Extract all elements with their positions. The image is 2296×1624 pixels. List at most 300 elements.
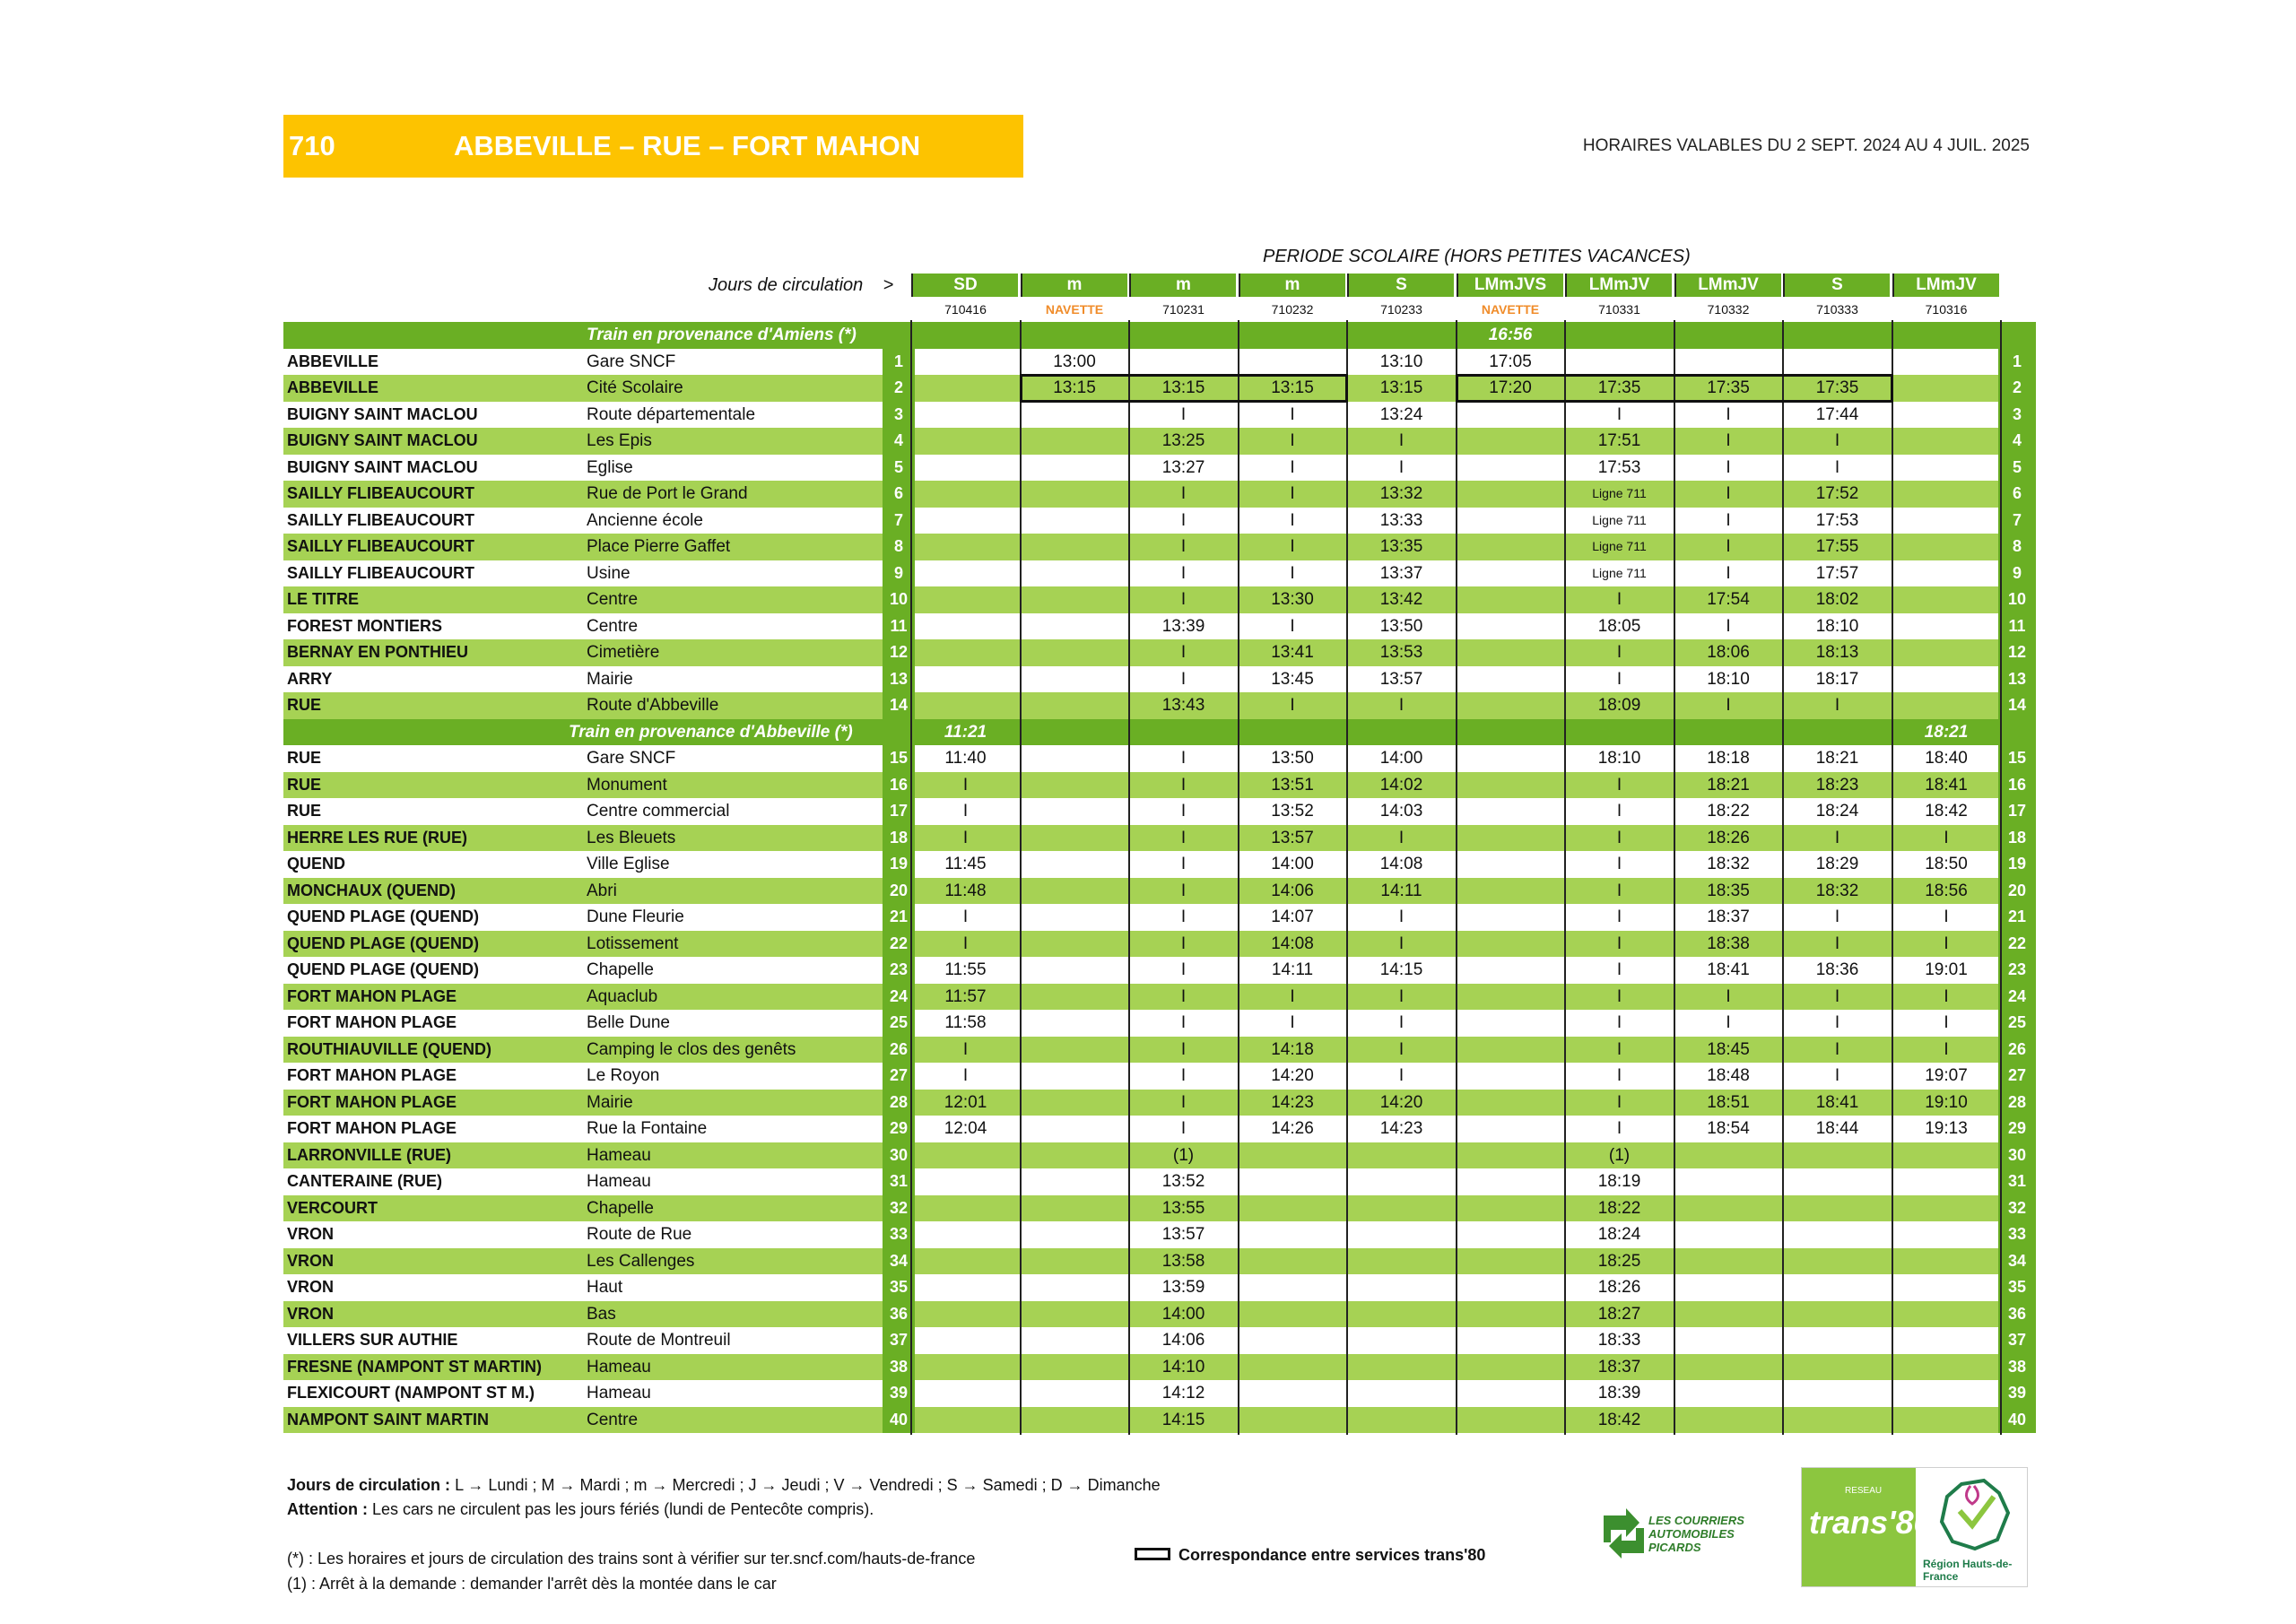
departure-time: 13:37 <box>1379 563 1423 583</box>
courriers-picards-logo <box>1595 1507 1744 1569</box>
stop-number: 35 <box>1998 1274 2036 1301</box>
stop-town: QUEND PLAGE (QUEND) <box>287 934 480 952</box>
stop-number: 36 <box>883 1301 915 1328</box>
stop-town: FRESNE (NAMPONT ST MARTIN) <box>287 1357 542 1376</box>
stop-number: 8 <box>1998 534 2036 560</box>
stop-name: Gare SNCF <box>587 352 676 371</box>
column-divider <box>1674 320 1675 1435</box>
stop-name: Route de Montreuil <box>587 1331 731 1350</box>
departure-time: 18:24 <box>1597 1225 1641 1244</box>
stop-number: 5 <box>883 455 915 482</box>
departure-time: I <box>1180 908 1187 926</box>
stop-number: 2 <box>883 375 915 402</box>
stop-number: 6 <box>1998 481 2036 508</box>
stop-town: FORT MAHON PLAGE <box>287 1013 457 1031</box>
stop-name: Les Bleuets <box>587 828 676 847</box>
departure-time: 13:51 <box>1271 775 1314 795</box>
stop-town: MONCHAUX (QUEND) <box>287 881 456 899</box>
stop-name: Gare SNCF <box>587 749 676 768</box>
stop-number: 14 <box>883 692 915 719</box>
train-note: (*) : Les horaires et jours de circulation des trains sont à vérifier sur ter.sncf.com/hauts-de-france <box>287 1550 976 1568</box>
stop-row <box>283 878 2036 905</box>
departure-time: I <box>1180 934 1187 953</box>
departure-time: 18:22 <box>1707 802 1750 821</box>
departure-time: I <box>1616 881 1622 900</box>
departure-time: I <box>1616 1119 1622 1138</box>
stop-number: 7 <box>883 508 915 534</box>
stop-number: 13 <box>1998 666 2036 693</box>
departure-time: 13:00 <box>1053 352 1096 371</box>
departure-time: 17:51 <box>1597 431 1641 450</box>
departure-time: I <box>1290 696 1295 715</box>
stop-town: RUE <box>287 696 322 714</box>
stop-town: SAILLY FLIBEAUCOURT <box>287 510 475 529</box>
departure-time: I <box>1180 590 1187 609</box>
departure-time: I <box>1726 431 1731 450</box>
departure-time: I <box>1726 616 1731 636</box>
stop-number: 19 <box>883 851 915 878</box>
departure-time: 17:55 <box>1815 537 1859 556</box>
stop-name: Les Epis <box>587 431 652 450</box>
stop-name: Monument <box>587 775 667 795</box>
departure-time: 18:32 <box>1707 855 1750 873</box>
departure-time: I <box>1726 563 1731 583</box>
departure-time: 13:25 <box>1161 431 1205 450</box>
departure-time: I <box>1180 986 1187 1006</box>
stop-number: 20 <box>1998 878 2036 905</box>
departure-time: I <box>1616 986 1622 1006</box>
departure-time: 18:21 <box>1815 749 1859 768</box>
departure-time: 13:50 <box>1271 749 1314 768</box>
departure-time: 18:41 <box>1815 1092 1859 1112</box>
departure-time: I <box>1180 669 1187 689</box>
stop-town: VRON <box>287 1225 335 1243</box>
stop-number: 31 <box>883 1168 915 1195</box>
connection-legend-box <box>1135 1548 1170 1560</box>
stop-row <box>283 931 2036 958</box>
column-code-2: NAVETTE <box>1045 302 1104 317</box>
departure-time: 13:15 <box>1379 378 1423 397</box>
departure-time: 18:45 <box>1707 1039 1750 1059</box>
departure-time: 13:24 <box>1379 404 1423 424</box>
stop-row <box>283 692 2036 719</box>
hauts-de-france-map-icon <box>1935 1477 2015 1553</box>
departure-time: 11:48 <box>944 881 987 900</box>
column-code-5: 710233 <box>1380 302 1422 317</box>
line-number: 710 <box>289 130 335 161</box>
stop-number: 26 <box>883 1037 915 1064</box>
departure-time: I <box>1180 643 1187 662</box>
departure-time: 17:35 <box>1597 378 1641 397</box>
line-name: ABBEVILLE – RUE – FORT MAHON <box>454 130 921 161</box>
departure-time: 18:26 <box>1707 828 1750 847</box>
departure-time: 18:18 <box>1707 749 1750 768</box>
column-days-8: LMmJV <box>1674 274 1781 297</box>
train-connection-row <box>283 719 2036 746</box>
departure-time: 11:40 <box>944 749 987 768</box>
departure-time: I <box>1290 484 1295 503</box>
departure-time: I <box>1290 1013 1295 1032</box>
stop-name: Les Callenges <box>587 1251 695 1271</box>
departure-time: I <box>1180 855 1187 873</box>
departure-time: I <box>1180 1066 1187 1085</box>
stop-row <box>283 586 2036 613</box>
departure-time: I <box>1834 457 1840 477</box>
departure-time: I <box>1398 1013 1405 1032</box>
column-divider <box>1892 320 1893 1435</box>
stop-number: 30 <box>1998 1142 2036 1169</box>
stop-name: Hameau <box>587 1357 651 1376</box>
stop-row <box>283 1248 2036 1275</box>
departure-time: I <box>1616 934 1622 953</box>
departure-time: 13:52 <box>1271 802 1314 821</box>
stop-number: 38 <box>883 1354 915 1381</box>
departure-time: 18:54 <box>1707 1119 1750 1138</box>
stop-row <box>283 851 2036 878</box>
stop-name: Chapelle <box>587 960 654 979</box>
stop-name: Rue la Fontaine <box>587 1119 708 1138</box>
column-code-10: 710316 <box>1925 302 1968 317</box>
connection-box <box>1020 374 1349 403</box>
departure-time: Ligne 711 <box>1592 565 1647 580</box>
stop-row <box>283 349 2036 376</box>
departure-time: I <box>1290 616 1295 636</box>
stop-town: NAMPONT SAINT MARTIN <box>287 1410 489 1429</box>
stop-number: 34 <box>1998 1248 2036 1275</box>
departure-time: I <box>1726 510 1731 530</box>
stop-number: 23 <box>1998 957 2036 984</box>
stop-town: BERNAY EN PONTHIEU <box>287 643 469 661</box>
departure-time: I <box>1290 563 1295 583</box>
stop-number: 19 <box>1998 851 2036 878</box>
stop-row <box>283 534 2036 560</box>
departure-time: I <box>1180 775 1187 795</box>
stop-number: 21 <box>883 904 915 931</box>
stop-town: BUIGNY SAINT MACLOU <box>287 457 478 476</box>
lcap-logo-text: LES COURRIERS AUTOMOBILES PICARDS <box>1648 1514 1744 1554</box>
departure-time: 17:54 <box>1707 590 1750 609</box>
trans80-wordmark: trans'80 <box>1809 1504 1932 1541</box>
column-divider <box>1238 320 1239 1435</box>
attention-note: Attention : Les cars ne circulent pas les jours fériés (lundi de Pentecôte compris). <box>287 1500 874 1518</box>
departure-time: I <box>1180 960 1187 979</box>
departure-time: I <box>962 828 969 847</box>
departure-time: I <box>1398 696 1405 715</box>
departure-time: I <box>1944 934 1949 953</box>
column-divider <box>1128 320 1130 1435</box>
departure-time: I <box>1944 986 1949 1006</box>
departure-time: 18:41 <box>1707 960 1750 979</box>
departure-time: I <box>962 1039 969 1059</box>
departure-time: I <box>1944 1039 1949 1059</box>
departure-time: 18:51 <box>1707 1092 1750 1112</box>
column-code-3: 710231 <box>1162 302 1205 317</box>
column-divider <box>1456 320 1457 1435</box>
departure-time: 14:12 <box>1161 1384 1205 1403</box>
stop-row <box>283 1195 2036 1222</box>
departure-time: 13:43 <box>1161 696 1205 715</box>
departure-time: 13:57 <box>1379 669 1423 689</box>
departure-time: 18:05 <box>1597 616 1641 636</box>
departure-time: 13:32 <box>1379 484 1423 503</box>
stop-town: QUEND PLAGE (QUEND) <box>287 960 480 978</box>
departure-time: I <box>1398 457 1405 477</box>
stop-row <box>283 957 2036 984</box>
stop-name: Cimetière <box>587 643 660 662</box>
departure-time: 13:27 <box>1161 457 1205 477</box>
departure-time: I <box>1290 537 1295 556</box>
column-days-1: SD <box>911 274 1018 297</box>
region-label: Région Hauts-de-France <box>1923 1558 2013 1583</box>
departure-time: I <box>1180 1092 1187 1112</box>
stop-number: 20 <box>883 878 915 905</box>
stop-number: 11 <box>883 613 915 640</box>
departure-time: 18:33 <box>1597 1331 1641 1350</box>
stop-row <box>283 508 2036 534</box>
column-days-4: m <box>1239 274 1345 297</box>
departure-time: 14:20 <box>1271 1066 1314 1085</box>
train-time: 16:56 <box>1488 326 1533 344</box>
departure-time: I <box>1944 908 1949 926</box>
departure-time: I <box>1180 1119 1187 1138</box>
column-divider <box>1782 320 1784 1435</box>
stop-number: 24 <box>1998 984 2036 1011</box>
stop-number: 7 <box>1998 508 2036 534</box>
departure-time: I <box>1834 908 1840 926</box>
departure-time: 18:02 <box>1815 590 1859 609</box>
departure-time: 14:07 <box>1271 908 1314 926</box>
stop-number: 8 <box>883 534 915 560</box>
departure-time: I <box>1616 1066 1622 1085</box>
stop-town: ABBEVILLE <box>287 378 379 396</box>
departure-time: I <box>1726 537 1731 556</box>
stop-number: 33 <box>1998 1221 2036 1248</box>
departure-time: Ligne 711 <box>1592 539 1647 553</box>
stop-row <box>283 1274 2036 1301</box>
departure-time: 17:57 <box>1815 563 1859 583</box>
stop-row <box>283 1142 2036 1169</box>
stop-row <box>283 825 2036 852</box>
stop-name: Usine <box>587 563 631 583</box>
stop-number: 39 <box>1998 1380 2036 1407</box>
departure-time: 13:39 <box>1161 616 1205 636</box>
departure-time: I <box>1180 749 1187 768</box>
departure-time: I <box>1726 986 1731 1006</box>
departure-time: 19:13 <box>1925 1119 1968 1138</box>
stop-number: 25 <box>883 1010 915 1037</box>
column-divider <box>1346 320 1348 1435</box>
stop-name: Route de Rue <box>587 1225 692 1244</box>
days-label: Jours de circulation > <box>709 275 894 295</box>
stop-town: VERCOURT <box>287 1198 378 1217</box>
stop-name: Lotissement <box>587 934 679 953</box>
stop-row <box>283 402 2036 429</box>
stop-town: CANTERAINE (RUE) <box>287 1172 442 1190</box>
reseau-label: RESEAU <box>1845 1486 1883 1496</box>
line-title-banner <box>283 115 1023 178</box>
stop-town: ABBEVILLE <box>287 352 379 370</box>
column-days-2: m <box>1021 274 1127 297</box>
column-code-7: 710331 <box>1598 302 1640 317</box>
column-divider <box>2000 320 2002 1435</box>
stop-number: 35 <box>883 1274 915 1301</box>
departure-time: I <box>1726 696 1731 715</box>
stop-name: Chapelle <box>587 1198 654 1218</box>
departure-time: I <box>1944 1013 1949 1032</box>
column-code-6: NAVETTE <box>1481 302 1540 317</box>
departure-time: 18:39 <box>1597 1384 1641 1403</box>
departure-time: 12:04 <box>944 1119 987 1138</box>
stop-row <box>283 1354 2036 1381</box>
departure-time: 13:52 <box>1161 1172 1205 1191</box>
stop-number: 1 <box>883 349 915 376</box>
departure-time: I <box>962 934 969 953</box>
departure-time: 18:27 <box>1597 1304 1641 1324</box>
stop-town: VRON <box>287 1278 335 1296</box>
departure-time: 14:08 <box>1379 855 1423 873</box>
departure-time: 17:52 <box>1815 484 1859 503</box>
stop-number: 1 <box>1998 349 2036 376</box>
stop-number: 37 <box>1998 1327 2036 1354</box>
stop-number: 40 <box>1998 1407 2036 1434</box>
stop-town: RUE <box>287 802 322 820</box>
departure-time: 14:23 <box>1271 1092 1314 1112</box>
departure-time: 18:10 <box>1707 669 1750 689</box>
stop-number: 10 <box>883 586 915 613</box>
departure-time: I <box>962 802 969 821</box>
departure-time: 18:50 <box>1925 855 1968 873</box>
days-legend: Jours de circulation : L → Lundi ; M → Mardi ; m → Mercredi ; J → Jeudi ; V → Vendredi ; S → Samedi ; D → Dimanche <box>287 1476 1161 1494</box>
departure-time: I <box>1616 775 1622 795</box>
stop-number: 28 <box>883 1090 915 1116</box>
column-divider <box>910 320 912 1435</box>
departure-time: (1) <box>1608 1145 1631 1165</box>
departure-time: I <box>1398 1039 1405 1059</box>
stop-name: Bas <box>587 1304 616 1324</box>
stop-town: VILLERS SUR AUTHIE <box>287 1331 458 1349</box>
departure-time: I <box>1398 934 1405 953</box>
stop-town: RUE <box>287 749 322 767</box>
stop-name: Route départementale <box>587 404 756 424</box>
stop-name: Haut <box>587 1278 623 1297</box>
departure-time: 13:53 <box>1379 643 1423 662</box>
column-code-8: 710332 <box>1707 302 1750 317</box>
departure-time: I <box>1834 986 1840 1006</box>
departure-time: 13:15 <box>1161 378 1205 397</box>
stop-town: LE TITRE <box>287 590 359 608</box>
column-days-9: S <box>1783 274 1890 297</box>
stop-name: Abri <box>587 881 617 900</box>
departure-time: I <box>1616 404 1622 424</box>
departure-time: I <box>1616 855 1622 873</box>
departure-time: 18:32 <box>1815 881 1859 900</box>
stop-town: SAILLY FLIBEAUCOURT <box>287 563 475 582</box>
departure-time: 12:01 <box>944 1092 987 1112</box>
departure-time: 14:11 <box>1271 960 1314 979</box>
stop-name: Aquaclub <box>587 986 658 1006</box>
stop-number: 10 <box>1998 586 2036 613</box>
departure-time: 18:42 <box>1925 802 1968 821</box>
departure-time: I <box>1290 457 1295 477</box>
stop-town: ARRY <box>287 669 333 688</box>
departure-time: 18:10 <box>1815 616 1859 636</box>
stop-town: QUEND <box>287 855 346 873</box>
stop-number: 16 <box>883 772 915 799</box>
departure-time: 18:10 <box>1597 749 1641 768</box>
column-code-9: 710333 <box>1816 302 1858 317</box>
stop-town: FORT MAHON PLAGE <box>287 1066 457 1084</box>
departure-time: I <box>1726 404 1731 424</box>
stop-row <box>283 1116 2036 1142</box>
departure-time: I <box>1616 1039 1622 1059</box>
departure-time: 17:05 <box>1489 352 1532 371</box>
stop-name: Hameau <box>587 1145 651 1165</box>
stop-row <box>283 1090 2036 1116</box>
departure-time: 14:26 <box>1271 1119 1314 1138</box>
stop-number: 38 <box>1998 1354 2036 1381</box>
stop-town: SAILLY FLIBEAUCOURT <box>287 484 475 502</box>
departure-time: I <box>1834 1039 1840 1059</box>
departure-time: 13:59 <box>1161 1278 1205 1297</box>
stop-row <box>283 1168 2036 1195</box>
stop-number: 22 <box>1998 931 2036 958</box>
stop-number: 17 <box>883 798 915 825</box>
departure-time: 18:42 <box>1597 1410 1641 1429</box>
stop-number: 34 <box>883 1248 915 1275</box>
stop-number: 15 <box>883 745 915 772</box>
stop-row <box>283 1301 2036 1328</box>
stop-number: 4 <box>883 428 915 455</box>
departure-time: I <box>962 1066 969 1085</box>
departure-time: 13:15 <box>1053 378 1096 397</box>
stop-row <box>283 1380 2036 1407</box>
stop-town: FLEXICOURT (NAMPONT ST M.) <box>287 1384 535 1402</box>
stop-number: 32 <box>1998 1195 2036 1222</box>
departure-time: 13:57 <box>1271 828 1314 847</box>
departure-time: I <box>1398 986 1405 1006</box>
departure-time: 14:08 <box>1271 934 1314 953</box>
departure-time: 13:33 <box>1379 510 1423 530</box>
stop-number: 37 <box>883 1327 915 1354</box>
stop-number: 5 <box>1998 455 2036 482</box>
stop-row <box>283 772 2036 799</box>
departure-time: 17:53 <box>1815 510 1859 530</box>
stop-number: 15 <box>1998 745 2036 772</box>
departure-time: I <box>1834 696 1840 715</box>
departure-time: 18:22 <box>1597 1198 1641 1218</box>
stop-number: 3 <box>883 402 915 429</box>
validity-period: HORAIRES VALABLES DU 2 SEPT. 2024 AU 4 JUIL. 2025 <box>1582 136 2030 155</box>
column-days-7: LMmJV <box>1565 274 1672 297</box>
stop-row <box>283 1037 2036 1064</box>
departure-time: 13:45 <box>1271 669 1314 689</box>
departure-time: 17:35 <box>1815 378 1859 397</box>
departure-time: 17:35 <box>1707 378 1750 397</box>
stop-number: 9 <box>883 560 915 587</box>
stop-town: QUEND PLAGE (QUEND) <box>287 908 480 925</box>
departure-time: I <box>1616 802 1622 821</box>
departure-time: I <box>1180 484 1187 503</box>
stop-town: SAILLY FLIBEAUCOURT <box>287 537 475 555</box>
departure-time: 14:06 <box>1161 1331 1205 1350</box>
train-time: 18:21 <box>1924 722 1969 742</box>
stop-row <box>283 1010 2036 1037</box>
departure-time: I <box>1616 590 1622 609</box>
departure-time: 14:00 <box>1379 749 1423 768</box>
departure-time: 13:57 <box>1161 1225 1205 1244</box>
departure-time: 18:38 <box>1707 934 1750 953</box>
stop-town: LARRONVILLE (RUE) <box>287 1145 451 1164</box>
